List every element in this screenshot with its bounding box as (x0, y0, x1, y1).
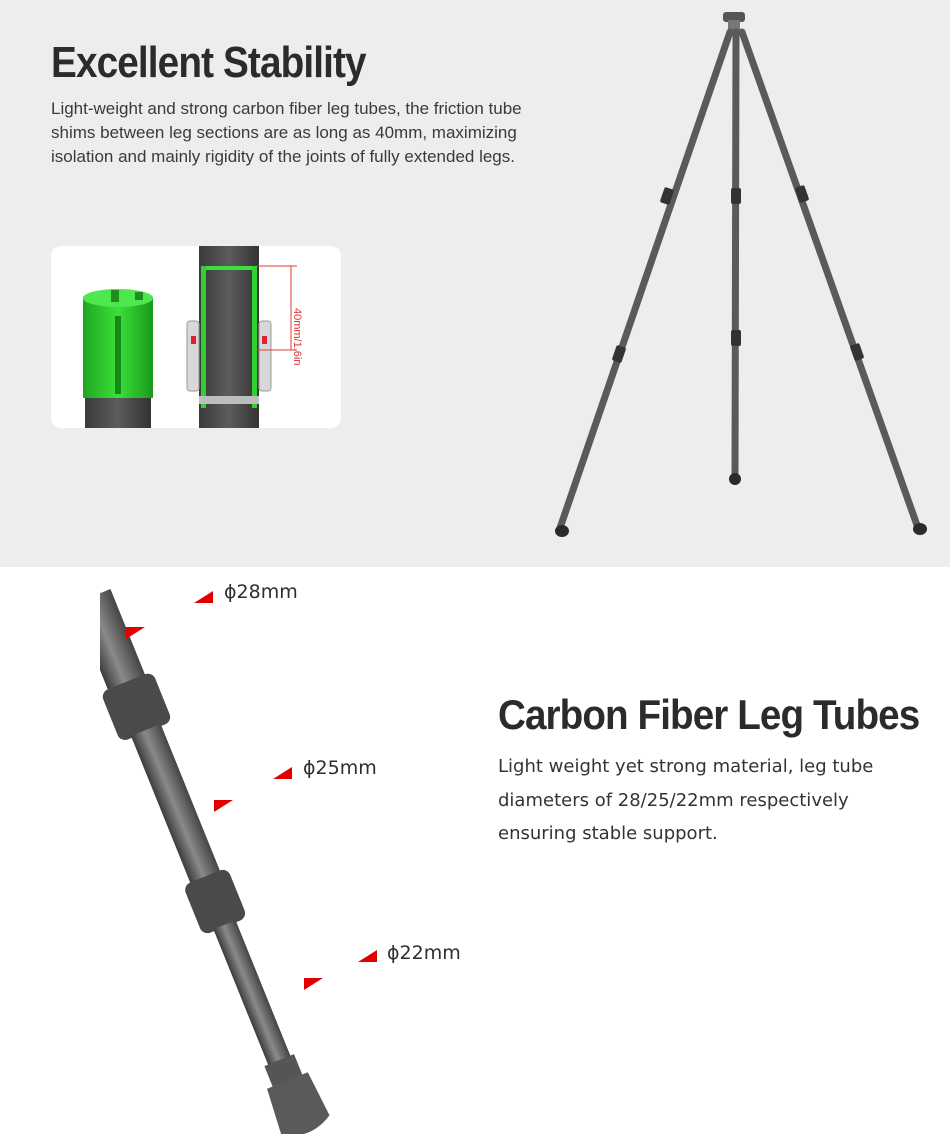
shim-sleeve-icon (83, 289, 153, 428)
leg-section-25mm (131, 724, 221, 884)
marker-25mm-left (214, 800, 233, 812)
shim-detail-card (51, 246, 341, 428)
shim-length-label: 40mm/1.6in (291, 308, 303, 366)
tripod-image (540, 0, 950, 567)
stability-title: Excellent Stability (51, 38, 366, 87)
leg-clamp-cutaway-icon (187, 246, 271, 428)
marker-28mm-right (194, 591, 213, 603)
leg-section-22mm (213, 920, 291, 1068)
tripod-head-icon (723, 12, 745, 30)
leg-tube-image (100, 567, 500, 1134)
tripod-feet (555, 473, 927, 537)
diameter-label-28mm: ϕ28mm (224, 581, 298, 603)
marker-22mm-left (304, 978, 323, 990)
leg-tubes-section (0, 567, 950, 1134)
stability-description: Light-weight and strong carbon fiber leg tubes, the friction tube shims between leg sections are as long as 40mm, maximizing isolation and mainly rigidity of the joints of fully extended legs. (51, 99, 522, 166)
marker-22mm-right (358, 950, 377, 962)
marker-25mm-right (273, 767, 292, 779)
leg-tubes-title: Carbon Fiber Leg Tubes (498, 691, 920, 738)
leg-section-28mm (100, 589, 146, 692)
diameter-label-25mm: ϕ25mm (303, 757, 377, 779)
diameter-label-22mm: ϕ22mm (387, 942, 461, 964)
tripod-legs (560, 32, 918, 528)
leg-tubes-description: Light weight yet strong material, leg tube diameters of 28/25/22mm respectively ensuring stable support. (498, 756, 874, 844)
marker-28mm-left (126, 627, 145, 639)
